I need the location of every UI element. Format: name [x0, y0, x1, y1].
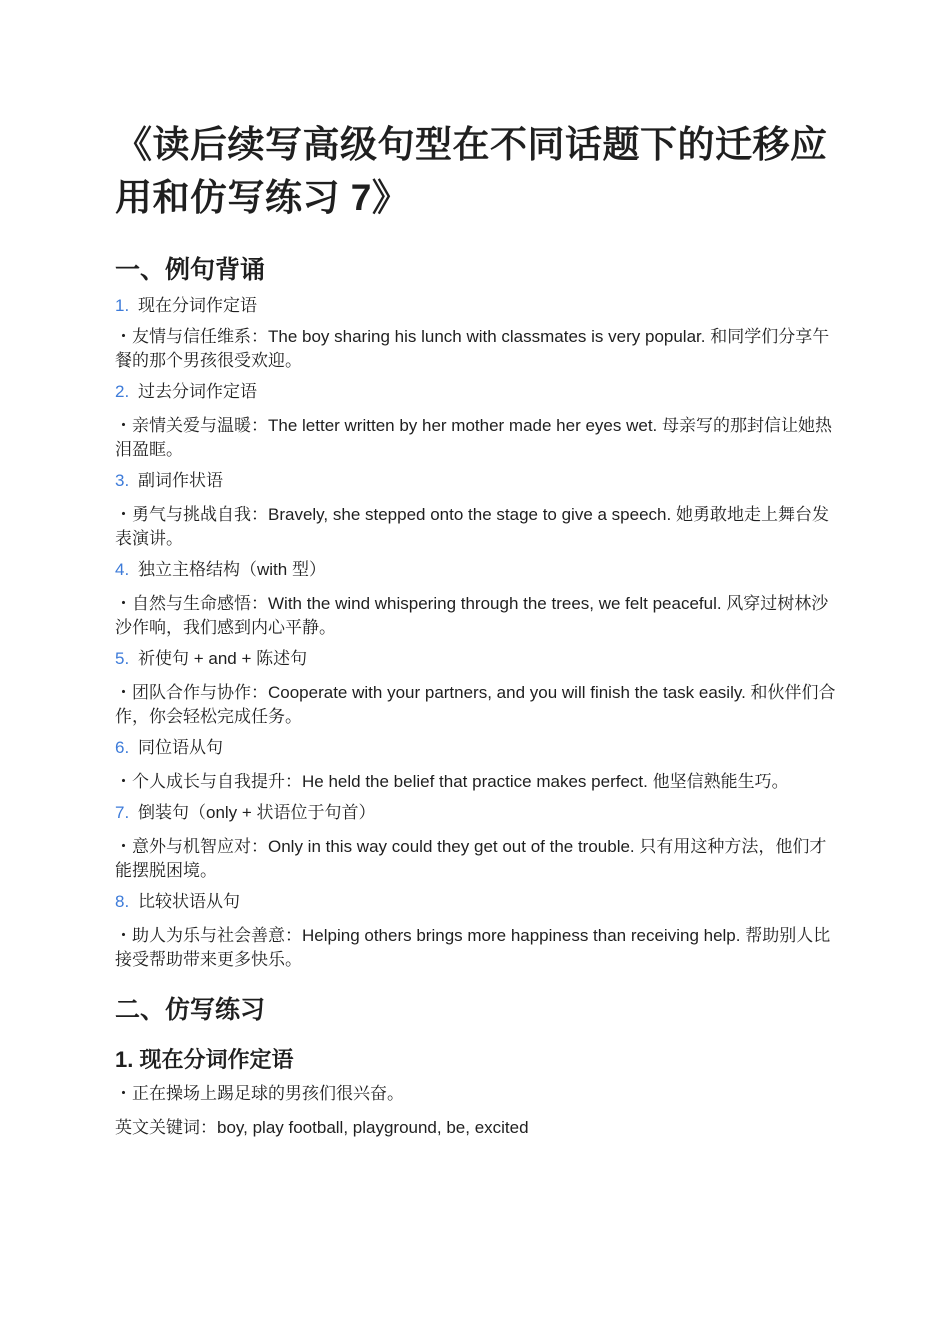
list-item	[115, 558, 840, 640]
example-sentence: ・友情与信任维系：The boy sharing his lunch with classmates is very popular. 和同学们分享午餐的那个男孩很受欢迎。	[115, 327, 830, 370]
list-item	[115, 647, 840, 729]
list-item	[115, 469, 840, 551]
document-title: 《读后续写高级句型在不同话题下的迁移应用和仿写练习 7》	[115, 124, 828, 218]
practice-prompt: ・正在操场上踢足球的男孩们很兴奋。	[115, 1084, 404, 1103]
item-number: 3.	[115, 471, 130, 490]
example-sentence: ・亲情关爱与温暖：The letter written by her mother made her eyes wet. 母亲写的那封信让她热泪盈眶。	[115, 416, 833, 459]
example-list	[115, 294, 840, 972]
list-item	[115, 890, 840, 972]
item-number: 5.	[115, 649, 130, 668]
item-label: 同位语从句	[138, 738, 223, 757]
item-number: 2.	[115, 382, 130, 401]
example-sentence: ・团队合作与协作：Cooperate with your partners, and you will finish the task easily. 和伙伴们合作，你会轻松完成任务。	[115, 683, 836, 726]
example-sentence: ・意外与机智应对：Only in this way could they get out of the trouble. 只有用这种方法，他们才能摆脱困境。	[115, 837, 827, 880]
item-number: 4.	[115, 560, 130, 579]
section-heading-practice: 二、仿写练习	[115, 996, 266, 1024]
item-label: 倒装句（only + 状语位于句首）	[138, 803, 376, 822]
list-item	[115, 294, 840, 373]
item-label: 现在分词作定语	[138, 296, 257, 315]
item-number: 1.	[115, 296, 130, 315]
practice-keywords: 英文关键词：boy, play football, playground, be, excited	[115, 1118, 529, 1137]
item-label: 独立主格结构（with 型）	[138, 560, 326, 579]
item-number: 8.	[115, 892, 130, 911]
list-item	[115, 380, 840, 462]
example-sentence: ・勇气与挑战自我：Bravely, she stepped onto the stage to give a speech. 她勇敢地走上舞台发表演讲。	[115, 505, 829, 548]
section-heading-recitation: 一、例句背诵	[115, 256, 266, 284]
example-sentence: ・个人成长与自我提升：He held the belief that practice makes perfect. 他坚信熟能生巧。	[115, 772, 789, 791]
list-item	[115, 801, 840, 883]
item-label: 副词作状语	[138, 471, 223, 490]
item-label: 祈使句 + and + 陈述句	[138, 649, 308, 668]
item-number: 6.	[115, 738, 130, 757]
document-page	[115, 118, 840, 1140]
example-sentence: ・助人为乐与社会善意：Helping others brings more happiness than receiving help. 帮助别人比接受帮助带来更多快乐。	[115, 926, 831, 969]
example-sentence: ・自然与生命感悟：With the wind whispering through the trees, we felt peaceful. 风穿过树林沙沙作响，我们感到内心平静。	[115, 594, 829, 637]
item-label: 比较状语从句	[138, 892, 240, 911]
item-label: 过去分词作定语	[138, 382, 257, 401]
list-item	[115, 736, 840, 794]
practice-subheading: 1. 现在分词作定语	[115, 1047, 294, 1072]
item-number: 7.	[115, 803, 130, 822]
